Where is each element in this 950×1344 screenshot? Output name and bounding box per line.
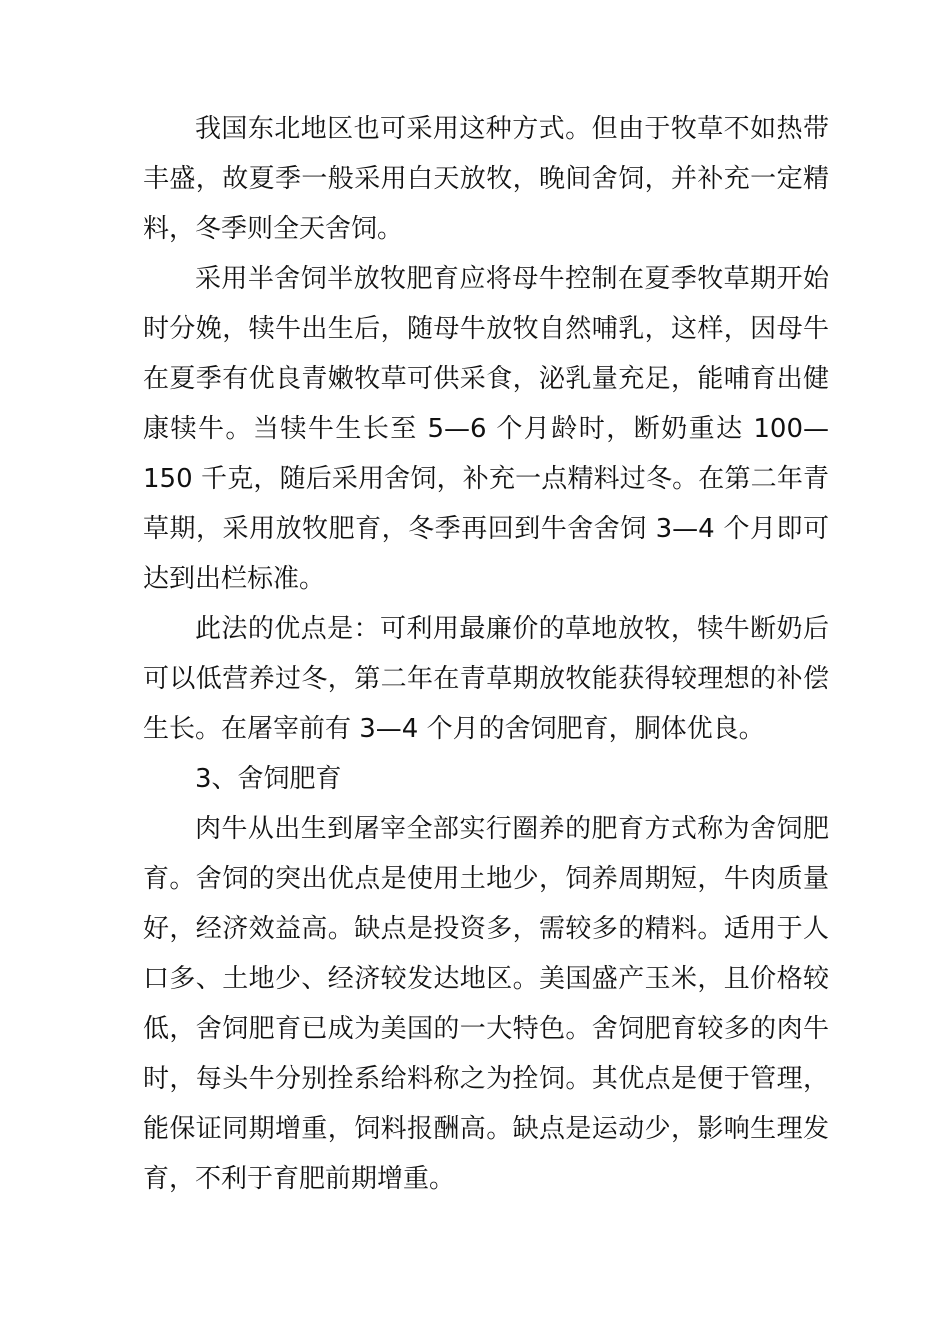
section-heading: 3、舍饲肥育	[195, 764, 342, 794]
paragraph-semi-grazing: 采用半舍饲半放牧肥育应将母牛控制在夏季牧草期开始时分娩，犊牛出生后，随母牛放牧自然哺乳，这样，因母牛在夏季有优良青嫩牧草可供采食，泌乳量充足，能哺育出健康犊牛。当犊牛生长至 5—6 个月龄时，断奶重达 100—150 千克，随后采用舍饲，补充一点精料过冬。在第二年青草期，采用放牧肥育，冬季再回到牛舍舍饲 3—4 个月即可达到出栏标准。	[143, 264, 829, 594]
paragraph-advantages: 此法的优点是：可利用最廉价的草地放牧，犊牛断奶后可以低营养过冬，第二年在青草期放牧能获得较理想的补偿生长。在屠宰前有 3—4 个月的舍饲肥育，胴体优良。	[143, 614, 829, 744]
paragraph-barn-feeding: 肉牛从出生到屠宰全部实行圈养的肥育方式称为舍饲肥育。舍饲的突出优点是使用土地少，饲养周期短，牛肉质量好，经济效益高。缺点是投资多，需较多的精料。适用于人口多、土地少、经济较发达地区。美国盛产玉米，且价格较低，舍饲肥育已成为美国的一大特色。舍饲肥育较多的肉牛时，每头牛分别拴系给料称之为拴饲。其优点是便于管理，能保证同期增重，饲料报酬高。缺点是运动少，影响生理发育，不利于育肥前期增重。	[143, 814, 829, 1194]
document-page	[143, 104, 829, 1204]
paragraph-northeast: 我国东北地区也可采用这种方式。但由于牧草不如热带丰盛，故夏季一般采用白天放牧，晚间舍饲，并补充一定精料，冬季则全天舍饲。	[143, 114, 829, 244]
